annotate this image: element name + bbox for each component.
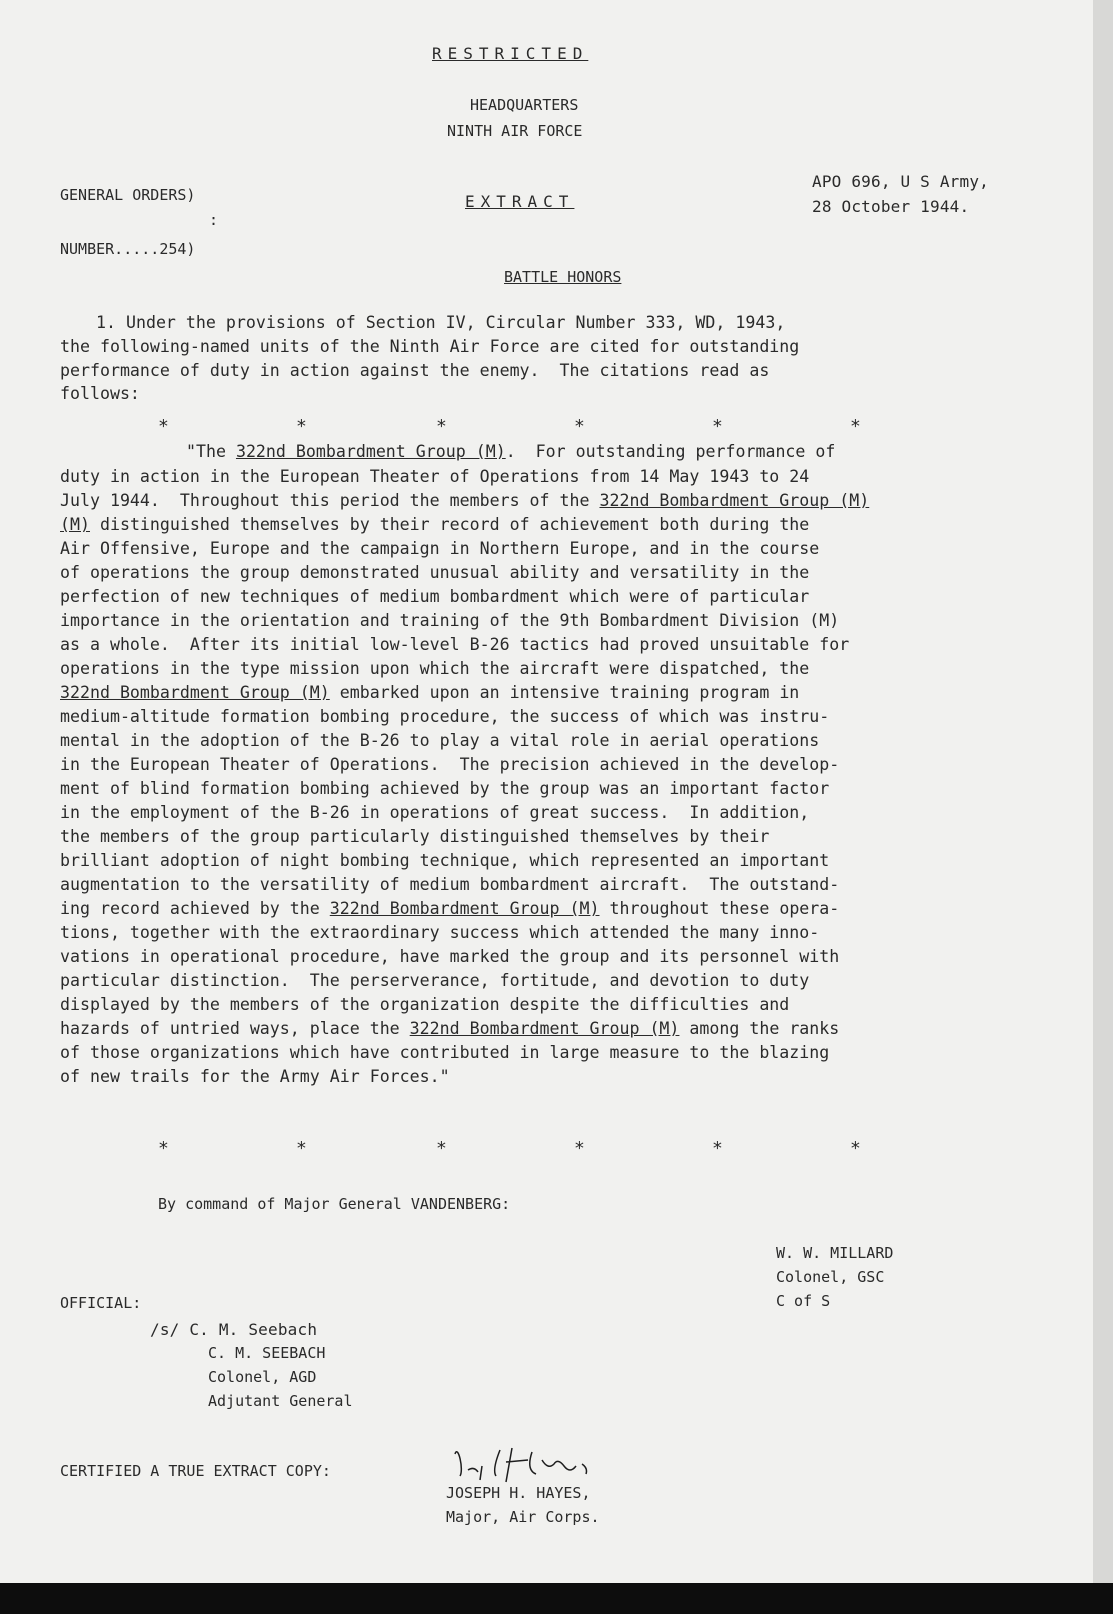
apo-line-2: 28 October 1944. [812,197,970,216]
citation-line: of those organizations which have contributed in large measure to the blazing [60,1043,830,1062]
separator-star: * [850,416,861,437]
citation-line: vations in operational procedure, have marked the group and its personnel with [60,947,840,966]
separator-star: * [296,1138,307,1159]
certified-name: JOSEPH H. HAYES, [446,1484,591,1502]
classification-heading: RESTRICTED [432,44,589,63]
separator-star: * [296,416,307,437]
general-orders-label: GENERAL ORDERS) [60,186,196,204]
para1-line: the following-named units of the Ninth Air Force are cited for outstanding [60,337,800,356]
citation-line: 322nd Bombardment Group (M) embarked upon an intensive training program in [60,683,800,702]
citation-line: brilliant adoption of night bombing technique, which represented an important [60,851,830,870]
citation-line: the members of the group particularly distinguished themselves by their [60,827,770,846]
citation-line: particular distinction. The perserverance, fortitude, and devotion to duty [60,971,810,990]
separator-star: * [712,416,723,437]
citation-line: July 1944. Throughout this period the members of the 322nd Bombardment Group (M) [60,491,870,510]
official-signature: /s/ C. M. Seebach [150,1320,318,1339]
certified-label: CERTIFIED A TRUE EXTRACT COPY: [60,1462,331,1480]
para1-line: performance of duty in action against the enemy. The citations read as [60,361,770,380]
para1-line: follows: [60,384,140,403]
citation-line: perfection of new techniques of medium bombardment which were of particular [60,587,810,606]
hq-line-2: NINTH AIR FORCE [447,122,583,140]
unit-name: 322nd Bombardment Group (M) [235,442,506,461]
separator-star: * [574,416,585,437]
separator-star: * [158,416,169,437]
apo-line-1: APO 696, U S Army, [812,172,989,191]
section-title: BATTLE HONORS [504,268,622,286]
citation-line: ing record achieved by the 322nd Bombardment Group (M) throughout these opera- [60,899,840,918]
official-title: Adjutant General [208,1392,353,1410]
separator-star: * [574,1138,585,1159]
citation-line: medium-altitude formation bombing procedure, the success of which was instru- [60,707,830,726]
citation-line: of new trails for the Army Air Forces." [60,1067,450,1086]
citation-line: displayed by the members of the organization despite the difficulties and [60,995,790,1014]
citation-line: ment of blind formation bombing achieved by the group was an important factor [60,779,830,798]
citation-line: in the employment of the B-26 in operations of great success. In addition, [60,803,810,822]
citation-line: duty in action in the European Theater of Operations from 14 May 1943 to 24 [60,467,810,486]
citation-line: of operations the group demonstrated unusual ability and versatility in the [60,563,810,582]
citation-line: tions, together with the extraordinary success which attended the many inno- [60,923,820,942]
official-label: OFFICIAL: [60,1294,142,1312]
citation-line: importance in the orientation and training of the 9th Bombardment Division (M) [60,611,840,630]
citation-line: in the European Theater of Operations. The precision achieved in the develop- [60,755,840,774]
scan-edge [1093,0,1113,1614]
citation-line: mental in the adoption of the B-26 to play a vital role in aerial operations [60,731,820,750]
order-number: NUMBER.....254) [60,240,196,258]
citation-line: operations in the type mission upon which the aircraft were dispatched, the [60,659,810,678]
certified-rank: Major, Air Corps. [446,1508,600,1526]
citation-line: hazards of untried ways, place the 322nd Bombardment Group (M) among the ranks [60,1019,840,1038]
signatory-title: C of S [776,1292,831,1310]
hq-line-1: HEADQUARTERS [470,96,579,114]
separator-star: * [436,416,447,437]
signatory-name: W. W. MILLARD [776,1244,894,1262]
signatory-rank: Colonel, GSC [776,1268,885,1286]
extract-heading: EXTRACT [465,192,575,211]
handwritten-signature [450,1440,600,1490]
citation-line: Air Offensive, Europe and the campaign in Northern Europe, and in the course [60,539,820,558]
citation-line: (M) distinguished themselves by their record of achievement both during the [60,515,810,534]
citation-line: as a whole. After its initial low-level B-26 tactics had proved unsuitable for [60,635,850,654]
command-line: By command of Major General VANDENBERG: [158,1195,511,1213]
separator-star: * [158,1138,169,1159]
separator-star: * [850,1138,861,1159]
citation-line: "The 322nd Bombardment Group (M). For outstanding performance of [186,442,836,461]
scan-bottom-edge [0,1583,1113,1614]
official-rank: Colonel, AGD [208,1368,317,1386]
para1-line: 1. Under the provisions of Section IV, Circular Number 333, WD, 1943, [96,313,786,332]
separator-star: * [712,1138,723,1159]
orders-colon: : [209,211,219,229]
official-name: C. M. SEEBACH [208,1344,326,1362]
separator-star: * [436,1138,447,1159]
citation-line: augmentation to the versatility of medium bombardment aircraft. The outstand- [60,875,840,894]
